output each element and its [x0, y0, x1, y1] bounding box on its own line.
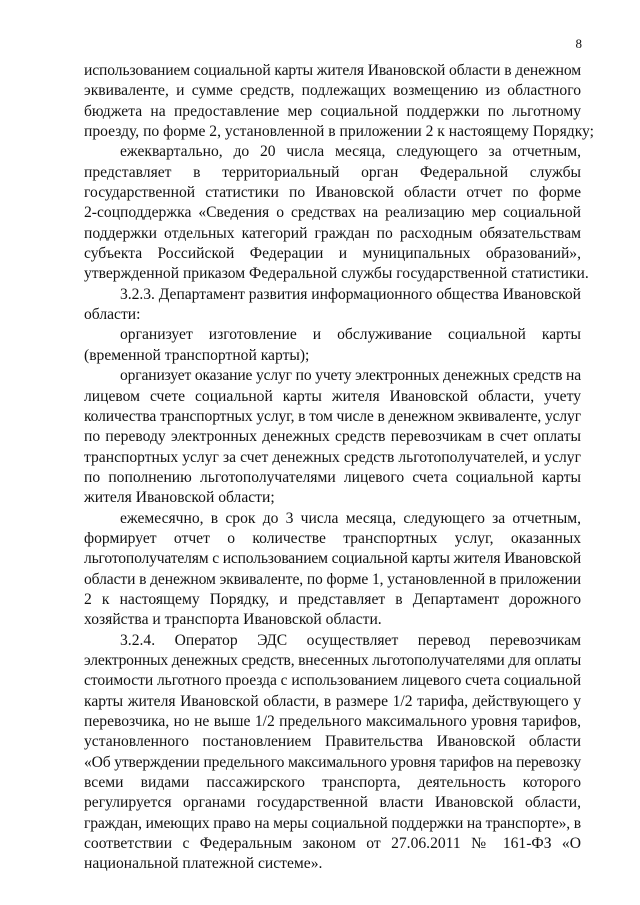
section-heading-3-2-4: 3.2.4. Оператор ЭДС осуществляет перевод перевозчикам [120, 631, 581, 649]
text-line: перевозчика, но не выше 1/2 предельного максимального уровня тарифов, [84, 713, 581, 730]
text-line: хозяйства и транспорта Ивановской области. [84, 611, 382, 629]
text-line: области: [84, 306, 141, 324]
text-line: эквиваленте, и сумме средств, подлежащих возмещению из областного [84, 82, 581, 100]
paragraph-first-line: организует изготовление и обслуживание социальной карты [120, 326, 581, 344]
text-line: использованием социальной карты жителя Ивановской области в денежном [84, 62, 581, 79]
text-line: государственной статистики по Ивановской области отчет по форме [84, 184, 581, 202]
paragraph-first-line: организует оказание услуг по учету электронных денежных средств на [120, 367, 581, 385]
paragraph-first-line: ежемесячно, в срок до 3 числа месяца, следующего за отчетным, [120, 509, 581, 527]
document-body [84, 61, 594, 875]
text-line: области в денежном эквиваленте, по форме 1, установленной в приложении [84, 570, 581, 588]
text-line: бюджета на предоставление мер социальной поддержки по льготному [84, 102, 581, 120]
text-line: соответствии с Федеральным законом от 27.06.2011 № 161-ФЗ «О [84, 835, 581, 853]
text-line: представляет в территориальный орган Федеральной службы [84, 163, 581, 181]
text-line: жителя Ивановской области; [84, 489, 275, 507]
text-line: утвержденной приказом Федеральной службы государственной статистики. [84, 265, 589, 283]
page-number: 8 [575, 36, 582, 51]
text-line: установленного постановлением Правительства Ивановской области [84, 733, 581, 751]
text-line: льготополучателям с использованием социальной карты жителя Ивановской [84, 550, 581, 568]
paragraph-first-line: ежеквартально, до 20 числа месяца, следующего за отчетным, [120, 143, 581, 161]
text-line: 2 к настоящему Порядку, и представляет в Департамент дорожного [84, 590, 581, 608]
text-line: (временной транспортной карты); [84, 346, 310, 364]
text-line: «Об утверждении предельного максимального уровня тарифов на перевозку [84, 753, 581, 771]
text-line: по пополнению льготополучателями лицевого счета социальной карты [84, 468, 581, 486]
text-line: количества транспортных услуг, в том числе в денежном эквиваленте, услуг [84, 407, 581, 425]
text-line: электронных денежных средств, внесенных льготополучателями для оплаты [84, 651, 581, 669]
text-line: поддержки отдельных категорий граждан по расходным обязательствам [84, 224, 581, 242]
text-line: национальной платежной системе». [84, 855, 323, 873]
text-line: карты жителя Ивановской области, в размере 1/2 тарифа, действующего у [84, 692, 581, 710]
text-line: формирует отчет о количестве транспортных услуг, оказанных [84, 529, 581, 547]
text-line: по переводу электронных денежных средств перевозчикам в счет оплаты [84, 428, 581, 446]
text-line: стоимости льготного проезда с использованием лицевого счета социальной [84, 672, 581, 690]
text-line: всеми видами пассажирского транспорта, деятельность которого [84, 774, 581, 792]
text-line: 2-соцподдержка «Сведения о средствах на реализацию мер социальной [84, 204, 581, 222]
text-line: лицевом счете социальной карты жителя Ивановской области, учету [84, 387, 581, 405]
text-line: субъекта Российской Федерации и муниципальных образований», [84, 245, 581, 263]
text-line: регулируется органами государственной власти Ивановской области, [84, 794, 581, 812]
section-heading-3-2-3: 3.2.3. Департамент развития информационного общества Ивановской [120, 285, 581, 303]
text-line: граждан, имеющих право на меры социальной поддержки на транспорте», в [84, 814, 581, 832]
text-line: транспортных услуг за счет денежных средств льготополучателей, и услуг [84, 448, 581, 466]
text-line: проезду, по форме 2, установленной в приложении 2 к настоящему Порядку; [84, 123, 594, 141]
